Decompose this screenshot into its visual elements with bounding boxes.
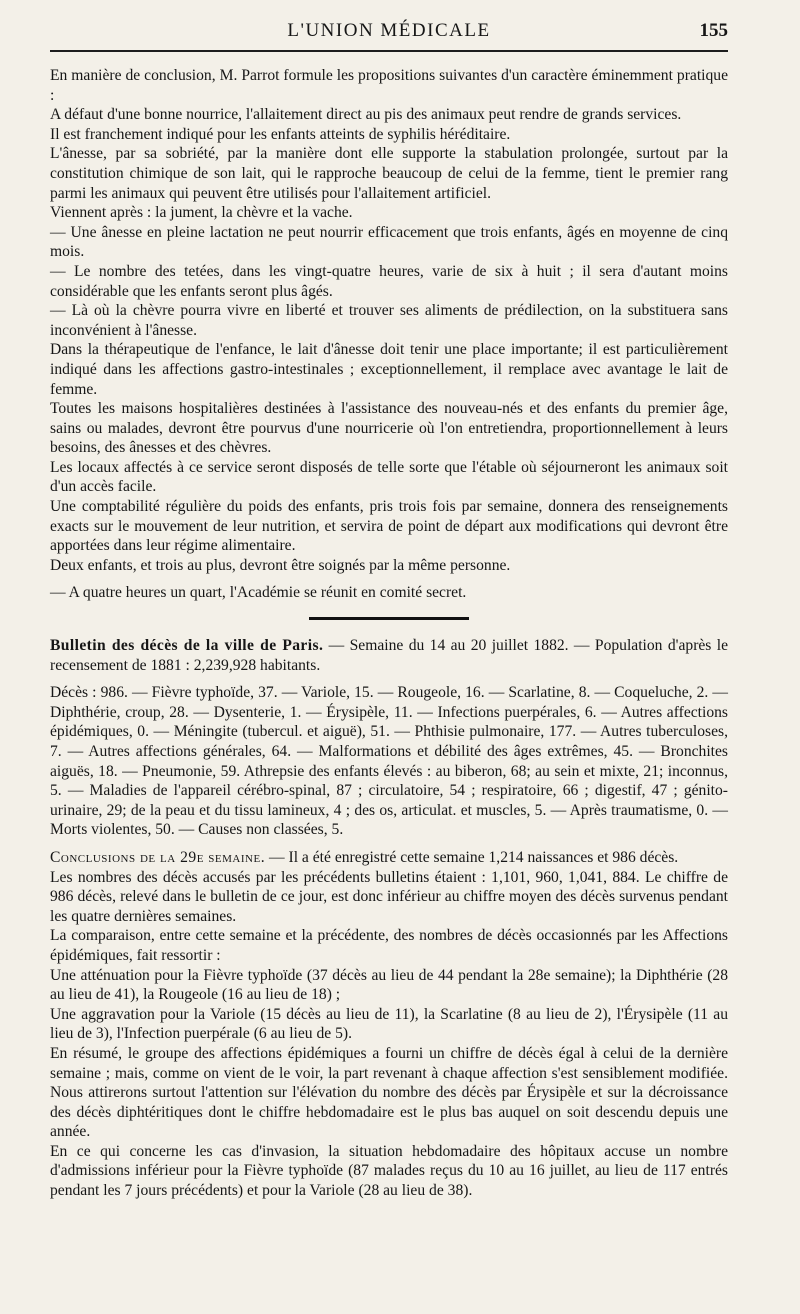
paragraph: Deux enfants, et trois au plus, devront être soignés par la même personne. xyxy=(50,556,511,574)
page-number: 155 xyxy=(699,20,728,41)
conclusions-heading: Conclusions de la 29e semaine. xyxy=(50,848,266,866)
section-separator xyxy=(309,617,469,620)
page-header xyxy=(50,0,728,52)
paragraph: En manière de conclusion, M. Parrot formule les propositions suivantes d'un caractère éminemment pratique : xyxy=(50,67,728,104)
paragraph: — Là où la chèvre pourra vivre en liberté et trouver ses aliments de prédilection, on la substituera sans inconvénient à l'ânesse. xyxy=(50,302,728,339)
conclusions-text: — Il a été enregistré cette semaine 1,214 naissances et 986 décès. xyxy=(265,848,679,866)
paragraph: Il est franchement indiqué pour les enfants atteints de syphilis héréditaire. xyxy=(50,125,511,143)
paragraph: Les locaux affectés à ce service seront disposés de telle sorte que l'étable où séjourneront les animaux soit d'un accès facile. xyxy=(50,458,728,496)
article-body xyxy=(50,66,728,1201)
paragraph: Une atténuation pour la Fièvre typhoïde (37 décès au lieu de 44 pendant la 28e semaine); la Diphthérie (28 au lieu de 41), la Rougeole (16 au lieu de 18) ; xyxy=(50,966,728,1004)
paragraph: A défaut d'une bonne nourrice, l'allaitement direct au pis des animaux peut rendre de grands services. xyxy=(50,106,682,124)
paragraph: Une comptabilité régulière du poids des enfants, pris trois fois par semaine, donnera des renseignements exacts sur le mouvement de leur nutrition, et servira de point de départ aux modifications qui devront être apportées dans leur régime alimentaire. xyxy=(50,498,728,555)
paragraph: — Le nombre des tetées, dans les vingt-quatre heures, varie de six à huit ; il sera d'autant moins considérable que les enfants seront plus âgés. xyxy=(50,262,728,300)
paragraph: — Une ânesse en pleine lactation ne peut nourrir efficacement que trois enfants, âgés en moyenne de cinq mois. xyxy=(50,223,728,261)
deaths-list: Décès : 986. — Fièvre typhoïde, 37. — Variole, 15. — Rougeole, 16. — Scarlatine, 8. — Coqueluche, 2. — Diphthérie, croup, 28. — Dysenterie, 1. — Érysipèle, 11. — Infections puerpérales, 6. — Autres affections épidémiques, 0. — Méningite (tubercul. et aiguë), 51. — Phthisie pulmonaire, 177. — Autres tuberculoses, 7. — Autres affections générales, 64. — Malformations et débilité des âges extrêmes, 45. — Bronchites aiguës, 18. — Pneumonie, 59. Athrepsie des enfants élevés : au biberon, 68; au sein et mixte, 21; inconnus, 5. — Maladies de l'appareil cérébro-spinal, 87 ; circulatoire, 54 ; respiratoire, 66 ; digestif, 47 ; génito-urinaire, 29; de la peau et du tissu lamineux, 4 ; des os, articulat. et muscles, 5. — Après traumatisme, 0. — Morts violentes, 50. — Causes non classées, 5. xyxy=(50,684,728,839)
paragraph: Viennent après : la jument, la chèvre et la vache. xyxy=(50,204,353,222)
paragraph: En résumé, le groupe des affections épidémiques a fourni un chiffre de décès égal à celui de la dernière semaine ; mais, comme on vient de le voir, la part revenant à chaque affection s'est sensiblement modifiée. Nous attirerons surtout l'attention sur l'élévation du nombre des décès par Érysipèle et sur la décroissance des décès diphtéritiques dont le chiffre hebdomadaire est le plus bas auquel on soit descendu depuis une année. xyxy=(50,1044,728,1141)
paragraph: Dans la thérapeutique de l'enfance, le lait d'ânesse doit tenir une place importante; il est particulièrement indiqué dans les affections gastro-intestinales ; exceptionnellement, il remplace avec avantage le lait de femme. xyxy=(50,341,728,398)
paragraph: En ce qui concerne les cas d'invasion, la situation hebdomadaire des hôpitaux accuse un nombre d'admissions inférieur pour la Fièvre typhoïde (87 malades reçus du 10 au 16 juillet, au lieu de 117 entrés pendant les 7 jours précédents) et pour la Variole (28 au lieu de 38). xyxy=(50,1142,728,1200)
paragraph: La comparaison, entre cette semaine et la précédente, des nombres de décès occasionnés par les Affections épidémiques, fait ressortir : xyxy=(50,927,728,964)
bulletin-heading xyxy=(50,636,728,675)
conclusions-lead xyxy=(50,848,728,868)
paragraph: L'ânesse, par sa sobriété, par la manière dont elle supporte la stabulation prolongée, surtout par la constitution chimique de son lait, qui le rapproche beaucoup de celui de la femme, tient le premier rang parmi les animaux qui peuvent être utilisés pour l'allaitement artificiel. xyxy=(50,145,728,202)
bulletin-title: Bulletin des décès de la ville de Paris. xyxy=(50,637,324,655)
paragraph: Toutes les maisons hospitalières destinées à l'assistance des nouveau-nés et des enfants du premier âge, sains ou malades, devront être pourvus d'une nourricerie où l'on entretiendra, proportionnellement à leurs besoins, des ânesses et des chèvres. xyxy=(50,400,728,457)
header-rule xyxy=(50,50,728,52)
closing-sentence: — A quatre heures un quart, l'Académie se réunit en comité secret. xyxy=(50,584,467,602)
paragraph: Les nombres des décès accusés par les précédents bulletins étaient : 1,101, 960, 1,041, 884. Le chiffre de 986 décès, relevé dans le bulletin de ce jour, est donc inférieur au chiffre moyen des décès survenus pendant les quatre dernières semaines. xyxy=(50,868,728,925)
running-title: L'UNION MÉDICALE xyxy=(287,20,491,41)
bulletin-subtitle: — Semaine du 14 au 20 juillet 1882. — Population d'après le recensement de 1881 : 2,239,928 habitants. xyxy=(50,637,729,674)
paragraph: Une aggravation pour la Variole (15 décès au lieu de 11), la Scarlatine (8 au lieu de 2), l'Érysipèle (11 au lieu de 3), l'Infection puerpérale (6 au lieu de 5). xyxy=(50,1005,728,1043)
